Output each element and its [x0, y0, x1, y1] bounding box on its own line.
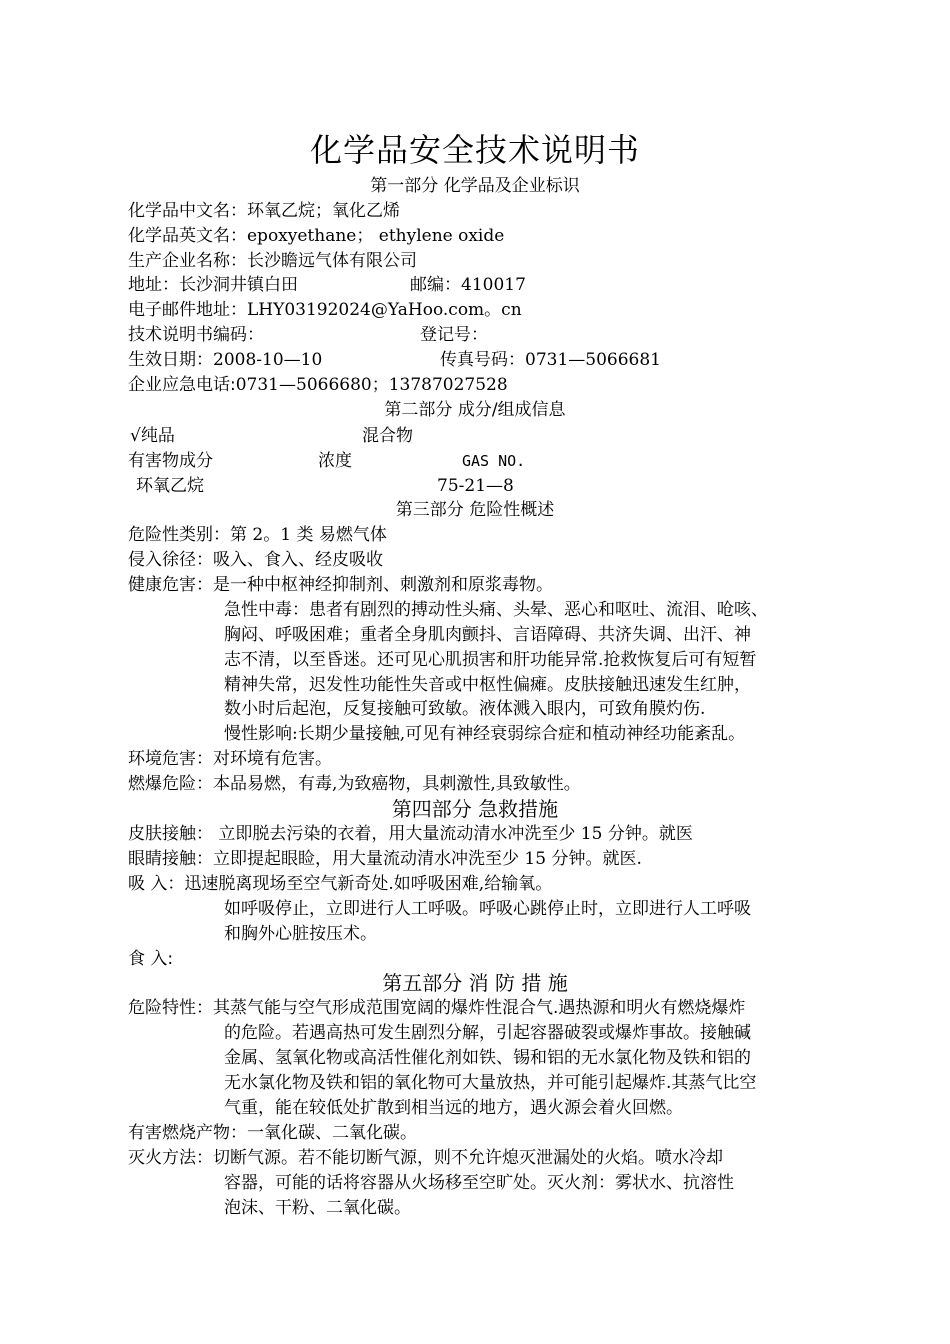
part4-heading: 第四部分 急救措施: [391, 797, 559, 821]
eye-contact-label: 眼睛接触：: [128, 849, 213, 869]
ingestion-label: 食 入:: [128, 949, 174, 969]
extinguish-method-line: 容器，可能的话将容器从火场移至空旷处。灭火剂：雾状水、抗溶性: [224, 1173, 734, 1193]
col-concentration-header: 浓度: [318, 451, 352, 471]
chronic-line: 慢性影响:长期少量接触,可见有神经衰弱综合症和植动神经功能紊乱。: [224, 724, 746, 744]
fire-hazard-label: 燃爆危险：: [128, 774, 213, 794]
inhalation-row: [128, 872, 552, 896]
combustion-products-label: 有害燃烧产物：: [128, 1123, 247, 1143]
entry-route-label: 侵入徐径：: [128, 550, 213, 570]
health-hazard-row: [128, 573, 553, 597]
combustion-products-value: 一氧化碳、二氧化碳。: [247, 1123, 417, 1143]
inhalation-value: 迅速脱离现场至空气新奇处.如呼吸困难,给输氧。: [184, 874, 553, 894]
health-hazard-value: 是一种中枢神经抑制剂、刺激剂和原浆毒物。: [213, 575, 553, 595]
entry-route-row: [128, 548, 383, 572]
mixture-label: 混合物: [362, 426, 413, 446]
msds-code: 技术说明书编码：: [128, 325, 264, 345]
skin-contact-row: [128, 822, 693, 846]
acute-line: 急性中毒：患者有剧烈的搏动性头痛、头晕、恶心和呕吐、流泪、呛咳、: [224, 600, 768, 620]
emergency-value: 0731—5066680；13787027528: [235, 375, 508, 395]
email-value: LHY03192024@YaHoo.com。cn: [247, 300, 522, 320]
fire-hazard-value: 本品易燃，有毒,为致癌物，具刺激性,具致敏性。: [213, 774, 581, 794]
env-hazard-value: 对环境有危害。: [213, 749, 332, 769]
skin-contact-value: 立即脱去污染的衣着，用大量流动清水冲洗至少 15 分钟。就医: [213, 824, 693, 844]
env-hazard-label: 环境危害：: [128, 749, 213, 769]
fax-value: 0731—5066681: [525, 350, 661, 370]
fire-hazard-row: [128, 772, 581, 796]
danger-property-row: [128, 996, 745, 1020]
acute-line: 数小时后起泡，反复接触可致敏。液体溅入眼内，可致角膜灼伤.: [224, 699, 706, 719]
extinguish-method-line: 泡沫、干粉、二氧化碳。: [224, 1198, 411, 1218]
email-label: 电子邮件地址：: [128, 300, 247, 320]
danger-property-value: 和明火有燃烧爆炸: [609, 998, 746, 1018]
hazard-class-label: 危险性类别：: [128, 525, 230, 545]
health-hazard-label: 健康危害：: [128, 575, 213, 595]
env-hazard-row: [128, 747, 332, 771]
emergency-label: 企业应急电话:: [128, 375, 236, 395]
acute-line: 精神失常，迟发性功能性失音或中枢性偏瘫。皮肤接触迅速发生红肿，: [224, 675, 751, 695]
cn-name-value: 环氧乙烷；氧化乙烯: [247, 201, 400, 221]
registration-no: 登记号：: [420, 325, 488, 345]
extinguish-method-row: [128, 1146, 723, 1170]
acute-line: 志不清，以至昏迷。还可见心肌损害和肝功能异常.抢救恢复后可有短暂: [224, 650, 757, 670]
part5-heading: 第五部分 消 防 措 施: [382, 971, 568, 995]
part1-heading: 第一部分 化学品及企业标识: [370, 176, 580, 196]
inhalation-line: 如呼吸停止，立即进行人工呼吸。呼吸心跳停止时，立即进行人工呼吸: [224, 899, 751, 919]
document-title: 化学品安全技术说明书: [309, 131, 640, 169]
acute-line: 胸闷、呼吸困难；重者全身肌肉颤抖、言语障碍、共济失调、出汗、神: [224, 625, 751, 645]
address: 地址：长沙洞井镇白田: [128, 275, 298, 295]
inhalation-label: 吸 入：: [128, 874, 185, 894]
part2-heading: 第二部分 成分/组成信息: [384, 400, 566, 420]
entry-route-value: 吸入、食入、经皮吸收: [213, 550, 383, 570]
danger-property-label: 危险特性：: [128, 998, 213, 1018]
cn-name-row: [128, 199, 400, 223]
en-name-value: epoxyethane； ethylene oxide: [247, 226, 505, 246]
extinguish-method-label: 灭火方法：: [128, 1148, 213, 1168]
eye-contact-row: [128, 847, 642, 871]
danger-property-line: 无水氯化物及铁和铝的氧化物可大量放热，并可能引起爆炸.其蒸气比空: [224, 1073, 757, 1093]
danger-property-emphasis: 其蒸气能与空气形成范围宽阔的爆炸性混合气.遇热源: [213, 998, 610, 1018]
danger-property-line: 气重，能在较低处扩散到相当远的地方，遇火源会着火回燃。: [224, 1098, 683, 1118]
part3-heading: 第三部分 危险性概述: [395, 500, 555, 520]
pure-checkbox-label: √纯品: [130, 426, 175, 446]
danger-property-line: 的危险。若遇高热可发生剧烈分解，引起容器破裂或爆炸事故。接触碱: [224, 1023, 751, 1043]
company-name: 生产企业名称：长沙瞻远气体有限公司: [128, 251, 417, 271]
fax-label: 传真号码：: [440, 350, 525, 370]
hazard-class-value: 第 2。1 类 易燃气体: [230, 525, 387, 545]
effective-date-value: 2008-10—10: [213, 350, 323, 370]
email-row: [128, 298, 522, 322]
gas-number: 75-21—8: [437, 476, 514, 496]
component-name: 环氧乙烷: [136, 476, 204, 496]
hazard-class-row: [128, 523, 387, 547]
postcode: 邮编：410017: [410, 275, 526, 295]
cn-name-label: 化学品中文名：: [128, 201, 247, 221]
effective-date-label: 生效日期：: [128, 350, 213, 370]
en-name-row: [128, 224, 504, 248]
col-gas-header: GAS NO.: [462, 452, 526, 470]
col-component-header: 有害物成分: [128, 451, 213, 471]
en-name-label: 化学品英文名：: [128, 226, 247, 246]
eye-contact-value: 立即提起眼睑，用大量流动清水冲洗至少 15 分钟。就医.: [213, 849, 642, 869]
fax-row: [440, 348, 661, 372]
effective-date-row: [128, 348, 322, 372]
inhalation-line: 和胸外心脏按压术。: [224, 924, 377, 944]
skin-contact-label: 皮肤接触：: [128, 824, 213, 844]
extinguish-method-value: 切断气源。若不能切断气源，则不允许熄灭泄漏处的火焰。喷水冷却: [213, 1148, 723, 1168]
emergency-row: [128, 373, 508, 397]
combustion-products-row: [128, 1121, 417, 1145]
danger-property-line: 金属、氢氧化物或高活性催化剂如铁、锡和铝的无水氯化物及铁和铝的: [224, 1048, 751, 1068]
